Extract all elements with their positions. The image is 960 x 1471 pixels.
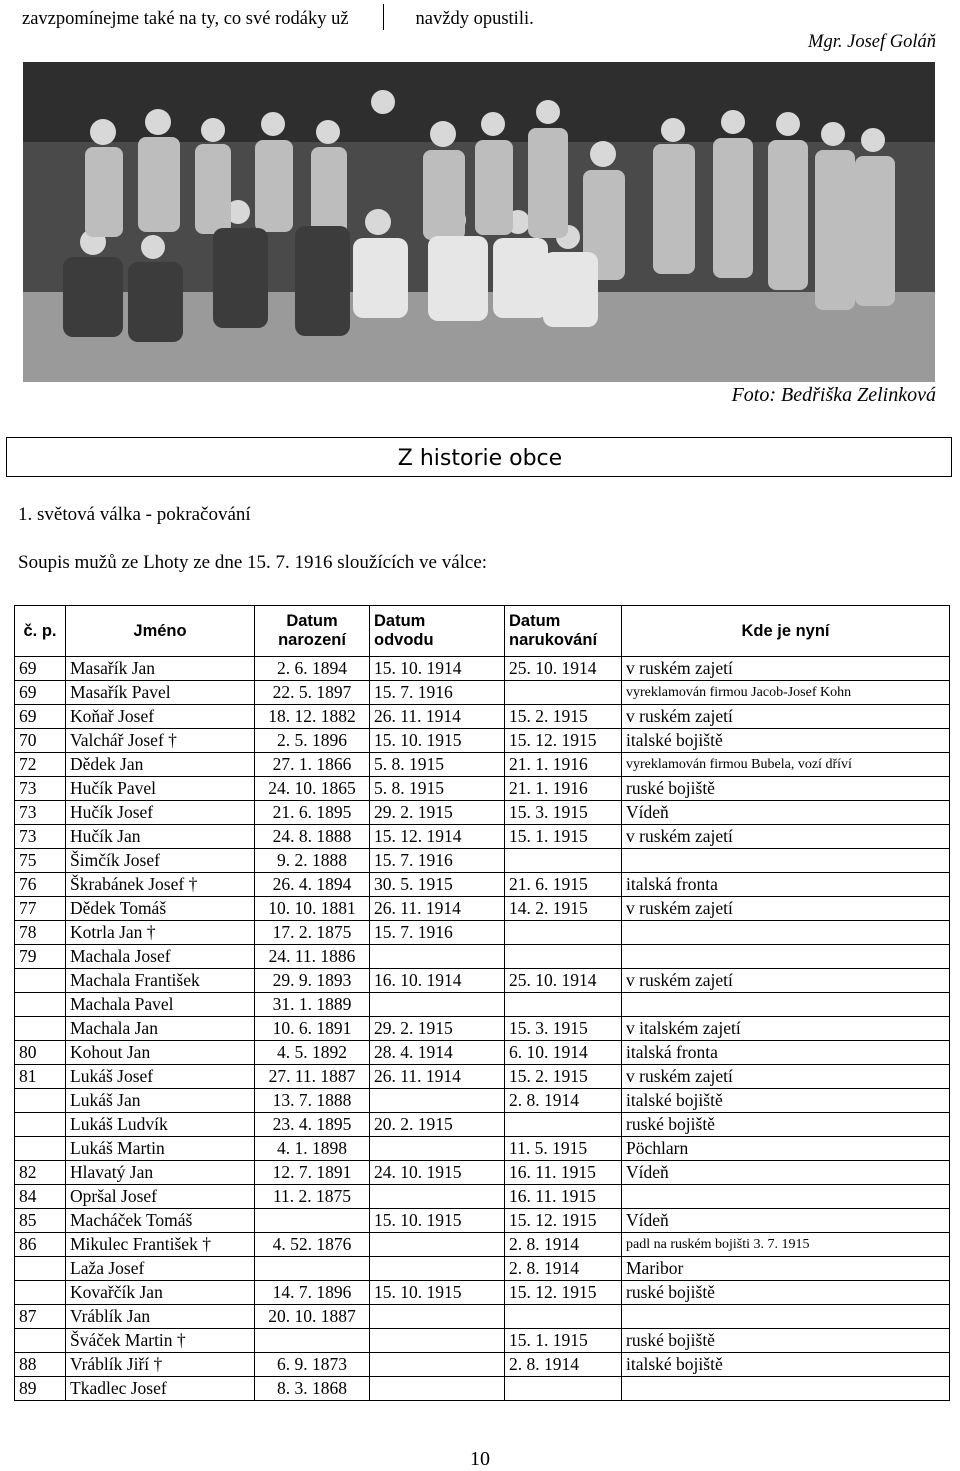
cell-recruit-date: 15. 10. 1915 bbox=[370, 1281, 505, 1305]
table-header-row bbox=[15, 606, 950, 657]
cell-name: Mikulec František † bbox=[66, 1233, 255, 1257]
photo-credit: Foto: Bedřiška Zelinková bbox=[731, 384, 936, 406]
cell-enlist-date: 2. 8. 1914 bbox=[505, 1353, 622, 1377]
cell-enlist-date: 15. 2. 1915 bbox=[505, 705, 622, 729]
cell-birth-date: 17. 2. 1875 bbox=[255, 921, 370, 945]
cell-house-number: 77 bbox=[15, 897, 66, 921]
cell-recruit-date: 26. 11. 1914 bbox=[370, 705, 505, 729]
closing-line-part2: navždy opustili. bbox=[415, 9, 534, 29]
author-signature: Mgr. Josef Goláň bbox=[808, 32, 936, 52]
cell-name: Lukáš Jan bbox=[66, 1089, 255, 1113]
table-row bbox=[15, 1329, 950, 1353]
cell-current-location: italské bojiště bbox=[622, 729, 950, 753]
cell-name: Šimčík Josef bbox=[66, 849, 255, 873]
cell-enlist-date: 15. 2. 1915 bbox=[505, 1065, 622, 1089]
table-row bbox=[15, 705, 950, 729]
cell-current-location: ruské bojiště bbox=[622, 1113, 950, 1137]
cell-recruit-date bbox=[370, 1257, 505, 1281]
cell-current-location: v ruském zajetí bbox=[622, 705, 950, 729]
table-row bbox=[15, 1089, 950, 1113]
cell-enlist-date bbox=[505, 945, 622, 969]
cell-birth-date bbox=[255, 1209, 370, 1233]
cell-house-number bbox=[15, 1257, 66, 1281]
table-row bbox=[15, 1281, 950, 1305]
cell-name: Vráblík Jan bbox=[66, 1305, 255, 1329]
cell-name: Kohout Jan bbox=[66, 1041, 255, 1065]
table-row bbox=[15, 1161, 950, 1185]
cell-enlist-date: 16. 11. 1915 bbox=[505, 1161, 622, 1185]
cell-recruit-date bbox=[370, 1305, 505, 1329]
cell-current-location: v ruském zajetí bbox=[622, 897, 950, 921]
cell-house-number: 70 bbox=[15, 729, 66, 753]
table-row bbox=[15, 1257, 950, 1281]
cell-recruit-date bbox=[370, 1329, 505, 1353]
cell-recruit-date: 15. 12. 1914 bbox=[370, 825, 505, 849]
cell-current-location: ruské bojiště bbox=[622, 1281, 950, 1305]
cell-birth-date: 11. 2. 1875 bbox=[255, 1185, 370, 1209]
cell-name: Machala Josef bbox=[66, 945, 255, 969]
cell-name: Hučík Pavel bbox=[66, 777, 255, 801]
cell-house-number: 82 bbox=[15, 1161, 66, 1185]
cell-house-number bbox=[15, 1017, 66, 1041]
table-row bbox=[15, 1113, 950, 1137]
cell-enlist-date: 21. 6. 1915 bbox=[505, 873, 622, 897]
cell-birth-date: 24. 8. 1888 bbox=[255, 825, 370, 849]
cell-name: Masařík Jan bbox=[66, 657, 255, 681]
cell-birth-date: 14. 7. 1896 bbox=[255, 1281, 370, 1305]
cell-recruit-date: 30. 5. 1915 bbox=[370, 873, 505, 897]
header-recruit-date bbox=[370, 606, 505, 657]
cell-current-location: vyreklamován firmou Jacob-Josef Kohn bbox=[622, 681, 950, 705]
cell-name: Dědek Tomáš bbox=[66, 897, 255, 921]
cell-house-number: 85 bbox=[15, 1209, 66, 1233]
cell-current-location bbox=[622, 945, 950, 969]
cell-house-number bbox=[15, 1113, 66, 1137]
cell-house-number bbox=[15, 1137, 66, 1161]
cell-birth-date: 9. 2. 1888 bbox=[255, 849, 370, 873]
cell-recruit-date: 15. 10. 1915 bbox=[370, 729, 505, 753]
cell-current-location: ruské bojiště bbox=[622, 1329, 950, 1353]
cell-recruit-date bbox=[370, 1353, 505, 1377]
cell-recruit-date bbox=[370, 1377, 505, 1401]
cell-enlist-date: 15. 12. 1915 bbox=[505, 1281, 622, 1305]
cell-enlist-date: 15. 12. 1915 bbox=[505, 729, 622, 753]
cell-enlist-date: 21. 1. 1916 bbox=[505, 777, 622, 801]
closing-line-part1: zavzpomínejme také na ty, co své rodáky už bbox=[22, 9, 349, 29]
cell-name: Machala Pavel bbox=[66, 993, 255, 1017]
cell-birth-date: 18. 12. 1882 bbox=[255, 705, 370, 729]
cell-recruit-date: 28. 4. 1914 bbox=[370, 1041, 505, 1065]
cell-birth-date: 26. 4. 1894 bbox=[255, 873, 370, 897]
cell-current-location bbox=[622, 1377, 950, 1401]
cell-recruit-date: 15. 7. 1916 bbox=[370, 921, 505, 945]
cell-name: Dědek Jan bbox=[66, 753, 255, 777]
cell-recruit-date bbox=[370, 945, 505, 969]
cell-name: Vráblík Jiří † bbox=[66, 1353, 255, 1377]
cell-enlist-date bbox=[505, 921, 622, 945]
cell-enlist-date: 6. 10. 1914 bbox=[505, 1041, 622, 1065]
cell-current-location bbox=[622, 1305, 950, 1329]
cell-house-number: 87 bbox=[15, 1305, 66, 1329]
table-row bbox=[15, 897, 950, 921]
cell-birth-date: 21. 6. 1895 bbox=[255, 801, 370, 825]
cell-current-location: Pöchlarn bbox=[622, 1137, 950, 1161]
cell-name: Lukáš Ludvík bbox=[66, 1113, 255, 1137]
cell-recruit-date: 20. 2. 1915 bbox=[370, 1113, 505, 1137]
cell-birth-date: 31. 1. 1889 bbox=[255, 993, 370, 1017]
cell-house-number: 73 bbox=[15, 777, 66, 801]
soldier-roster-table bbox=[14, 605, 950, 1401]
text-cursor-bar bbox=[383, 4, 384, 30]
cell-current-location: Vídeň bbox=[622, 1209, 950, 1233]
cell-current-location: italské bojiště bbox=[622, 1089, 950, 1113]
cell-recruit-date: 5. 8. 1915 bbox=[370, 777, 505, 801]
header-enlist-top: Datum bbox=[509, 612, 561, 630]
section-title: Z historie obce bbox=[397, 446, 563, 471]
header-enlist-date bbox=[505, 606, 622, 657]
table-row bbox=[15, 1377, 950, 1401]
cell-house-number bbox=[15, 1089, 66, 1113]
cell-recruit-date bbox=[370, 1185, 505, 1209]
header-recruit-top: Datum bbox=[374, 612, 426, 630]
cell-enlist-date: 2. 8. 1914 bbox=[505, 1089, 622, 1113]
table-row bbox=[15, 993, 950, 1017]
cell-birth-date: 2. 6. 1894 bbox=[255, 657, 370, 681]
cell-birth-date: 2. 5. 1896 bbox=[255, 729, 370, 753]
cell-birth-date: 22. 5. 1897 bbox=[255, 681, 370, 705]
header-birth-top: Datum bbox=[286, 612, 338, 630]
cell-name: Machala Jan bbox=[66, 1017, 255, 1041]
cell-current-location: italská fronta bbox=[622, 1041, 950, 1065]
cell-current-location: italské bojiště bbox=[622, 1353, 950, 1377]
cell-birth-date: 27. 11. 1887 bbox=[255, 1065, 370, 1089]
cell-current-location: Maribor bbox=[622, 1257, 950, 1281]
cell-current-location: ruské bojiště bbox=[622, 777, 950, 801]
cell-name: Hučík Jan bbox=[66, 825, 255, 849]
cell-name: Kovařčík Jan bbox=[66, 1281, 255, 1305]
cell-house-number: 76 bbox=[15, 873, 66, 897]
cell-enlist-date bbox=[505, 993, 622, 1017]
table-row bbox=[15, 681, 950, 705]
cell-enlist-date bbox=[505, 681, 622, 705]
cell-enlist-date: 25. 10. 1914 bbox=[505, 969, 622, 993]
cell-current-location: v ruském zajetí bbox=[622, 825, 950, 849]
cell-current-location: v ruském zajetí bbox=[622, 969, 950, 993]
cell-birth-date: 10. 6. 1891 bbox=[255, 1017, 370, 1041]
table-row bbox=[15, 921, 950, 945]
cell-current-location bbox=[622, 921, 950, 945]
cell-birth-date: 4. 1. 1898 bbox=[255, 1137, 370, 1161]
header-name: Jméno bbox=[66, 606, 255, 657]
cell-name: Machala František bbox=[66, 969, 255, 993]
header-house-number: č. p. bbox=[15, 606, 66, 657]
cell-house-number: 69 bbox=[15, 657, 66, 681]
cell-current-location: Vídeň bbox=[622, 801, 950, 825]
cell-current-location bbox=[622, 1185, 950, 1209]
cell-house-number: 78 bbox=[15, 921, 66, 945]
cell-recruit-date: 15. 10. 1914 bbox=[370, 657, 505, 681]
header-recruit-bottom: odvodu bbox=[374, 631, 434, 649]
article-subtitle: 1. světová válka - pokračování bbox=[18, 504, 251, 525]
cell-house-number: 73 bbox=[15, 825, 66, 849]
cell-recruit-date: 16. 10. 1914 bbox=[370, 969, 505, 993]
cell-house-number: 75 bbox=[15, 849, 66, 873]
cell-enlist-date: 21. 1. 1916 bbox=[505, 753, 622, 777]
cell-recruit-date: 29. 2. 1915 bbox=[370, 1017, 505, 1041]
table-row bbox=[15, 1209, 950, 1233]
table-row bbox=[15, 1185, 950, 1209]
cell-name: Hučík Josef bbox=[66, 801, 255, 825]
cell-birth-date bbox=[255, 1329, 370, 1353]
cell-birth-date: 4. 52. 1876 bbox=[255, 1233, 370, 1257]
cell-house-number: 79 bbox=[15, 945, 66, 969]
cell-recruit-date bbox=[370, 993, 505, 1017]
cell-enlist-date bbox=[505, 1377, 622, 1401]
cell-current-location: vyreklamován firmou Bubela, vozí dříví bbox=[622, 753, 950, 777]
cell-birth-date: 12. 7. 1891 bbox=[255, 1161, 370, 1185]
header-birth-bottom: narození bbox=[278, 631, 346, 649]
cell-name: Macháček Tomáš bbox=[66, 1209, 255, 1233]
cell-name: Laža Josef bbox=[66, 1257, 255, 1281]
cell-current-location: v ruském zajetí bbox=[622, 657, 950, 681]
cell-birth-date: 6. 9. 1873 bbox=[255, 1353, 370, 1377]
cell-enlist-date: 15. 3. 1915 bbox=[505, 801, 622, 825]
table-row bbox=[15, 657, 950, 681]
cell-house-number bbox=[15, 993, 66, 1017]
cell-house-number: 69 bbox=[15, 681, 66, 705]
cell-house-number: 81 bbox=[15, 1065, 66, 1089]
header-current-location: Kde je nyní bbox=[622, 606, 950, 657]
cell-birth-date: 29. 9. 1893 bbox=[255, 969, 370, 993]
cell-birth-date: 24. 11. 1886 bbox=[255, 945, 370, 969]
cell-current-location: padl na ruském bojišti 3. 7. 1915 bbox=[622, 1233, 950, 1257]
cell-house-number: 72 bbox=[15, 753, 66, 777]
cell-birth-date: 23. 4. 1895 bbox=[255, 1113, 370, 1137]
cell-birth-date: 10. 10. 1881 bbox=[255, 897, 370, 921]
cell-birth-date: 13. 7. 1888 bbox=[255, 1089, 370, 1113]
cell-name: Hlavatý Jan bbox=[66, 1161, 255, 1185]
cell-house-number: 84 bbox=[15, 1185, 66, 1209]
cell-name: Kotrla Jan † bbox=[66, 921, 255, 945]
cell-name: Škrabánek Josef † bbox=[66, 873, 255, 897]
group-photo-illustration bbox=[23, 62, 935, 382]
table-row bbox=[15, 1305, 950, 1329]
cell-recruit-date: 24. 10. 1915 bbox=[370, 1161, 505, 1185]
cell-house-number: 89 bbox=[15, 1377, 66, 1401]
cell-current-location: italská fronta bbox=[622, 873, 950, 897]
cell-enlist-date: 2. 8. 1914 bbox=[505, 1233, 622, 1257]
cell-name: Opršal Josef bbox=[66, 1185, 255, 1209]
cell-birth-date bbox=[255, 1257, 370, 1281]
table-row bbox=[15, 753, 950, 777]
table-row bbox=[15, 1017, 950, 1041]
table-row bbox=[15, 873, 950, 897]
cell-birth-date: 24. 10. 1865 bbox=[255, 777, 370, 801]
cell-name: Masařík Pavel bbox=[66, 681, 255, 705]
cell-enlist-date: 15. 3. 1915 bbox=[505, 1017, 622, 1041]
table-row bbox=[15, 777, 950, 801]
table-body bbox=[15, 657, 950, 1401]
cell-recruit-date bbox=[370, 1137, 505, 1161]
cell-enlist-date bbox=[505, 1305, 622, 1329]
cell-recruit-date: 15. 10. 1915 bbox=[370, 1209, 505, 1233]
table-row bbox=[15, 825, 950, 849]
cell-current-location: Vídeň bbox=[622, 1161, 950, 1185]
article-intro: Soupis mužů ze Lhoty ze dne 15. 7. 1916 sloužících ve válce: bbox=[18, 552, 488, 573]
cell-enlist-date: 16. 11. 1915 bbox=[505, 1185, 622, 1209]
closing-line bbox=[22, 4, 534, 30]
table-row bbox=[15, 801, 950, 825]
cell-enlist-date: 15. 1. 1915 bbox=[505, 825, 622, 849]
cell-birth-date: 20. 10. 1887 bbox=[255, 1305, 370, 1329]
cell-recruit-date bbox=[370, 1233, 505, 1257]
cell-enlist-date: 25. 10. 1914 bbox=[505, 657, 622, 681]
cell-enlist-date: 15. 12. 1915 bbox=[505, 1209, 622, 1233]
cell-recruit-date: 26. 11. 1914 bbox=[370, 1065, 505, 1089]
header-enlist-bottom: narukování bbox=[509, 631, 598, 649]
cell-house-number: 86 bbox=[15, 1233, 66, 1257]
cell-house-number: 80 bbox=[15, 1041, 66, 1065]
table-row bbox=[15, 1065, 950, 1089]
cell-enlist-date: 11. 5. 1915 bbox=[505, 1137, 622, 1161]
cell-recruit-date bbox=[370, 1089, 505, 1113]
cell-recruit-date: 15. 7. 1916 bbox=[370, 681, 505, 705]
cell-recruit-date: 5. 8. 1915 bbox=[370, 753, 505, 777]
table-row bbox=[15, 1353, 950, 1377]
cell-name: Tkadlec Josef bbox=[66, 1377, 255, 1401]
cell-house-number bbox=[15, 969, 66, 993]
cell-house-number: 69 bbox=[15, 705, 66, 729]
cell-recruit-date: 29. 2. 1915 bbox=[370, 801, 505, 825]
cell-birth-date: 4. 5. 1892 bbox=[255, 1041, 370, 1065]
header-birth-date bbox=[255, 606, 370, 657]
group-photo bbox=[23, 62, 935, 382]
table-row bbox=[15, 1233, 950, 1257]
cell-house-number: 88 bbox=[15, 1353, 66, 1377]
cell-name: Valchář Josef † bbox=[66, 729, 255, 753]
cell-birth-date: 27. 1. 1866 bbox=[255, 753, 370, 777]
table-row bbox=[15, 849, 950, 873]
cell-name: Koňař Josef bbox=[66, 705, 255, 729]
cell-enlist-date: 14. 2. 1915 bbox=[505, 897, 622, 921]
cell-current-location bbox=[622, 849, 950, 873]
cell-enlist-date: 15. 1. 1915 bbox=[505, 1329, 622, 1353]
cell-house-number bbox=[15, 1281, 66, 1305]
cell-name: Šváček Martin † bbox=[66, 1329, 255, 1353]
cell-birth-date: 8. 3. 1868 bbox=[255, 1377, 370, 1401]
cell-enlist-date: 2. 8. 1914 bbox=[505, 1257, 622, 1281]
table-row bbox=[15, 729, 950, 753]
cell-name: Lukáš Martin bbox=[66, 1137, 255, 1161]
cell-current-location bbox=[622, 993, 950, 1017]
table-row bbox=[15, 1041, 950, 1065]
table-row bbox=[15, 945, 950, 969]
cell-recruit-date: 26. 11. 1914 bbox=[370, 897, 505, 921]
table-row bbox=[15, 1137, 950, 1161]
cell-name: Lukáš Josef bbox=[66, 1065, 255, 1089]
cell-house-number bbox=[15, 1329, 66, 1353]
cell-current-location: v italském zajetí bbox=[622, 1017, 950, 1041]
table-row bbox=[15, 969, 950, 993]
page-number: 10 bbox=[470, 1448, 490, 1470]
cell-enlist-date bbox=[505, 849, 622, 873]
cell-recruit-date: 15. 7. 1916 bbox=[370, 849, 505, 873]
cell-house-number: 73 bbox=[15, 801, 66, 825]
cell-enlist-date bbox=[505, 1113, 622, 1137]
cell-current-location: v ruském zajetí bbox=[622, 1065, 950, 1089]
